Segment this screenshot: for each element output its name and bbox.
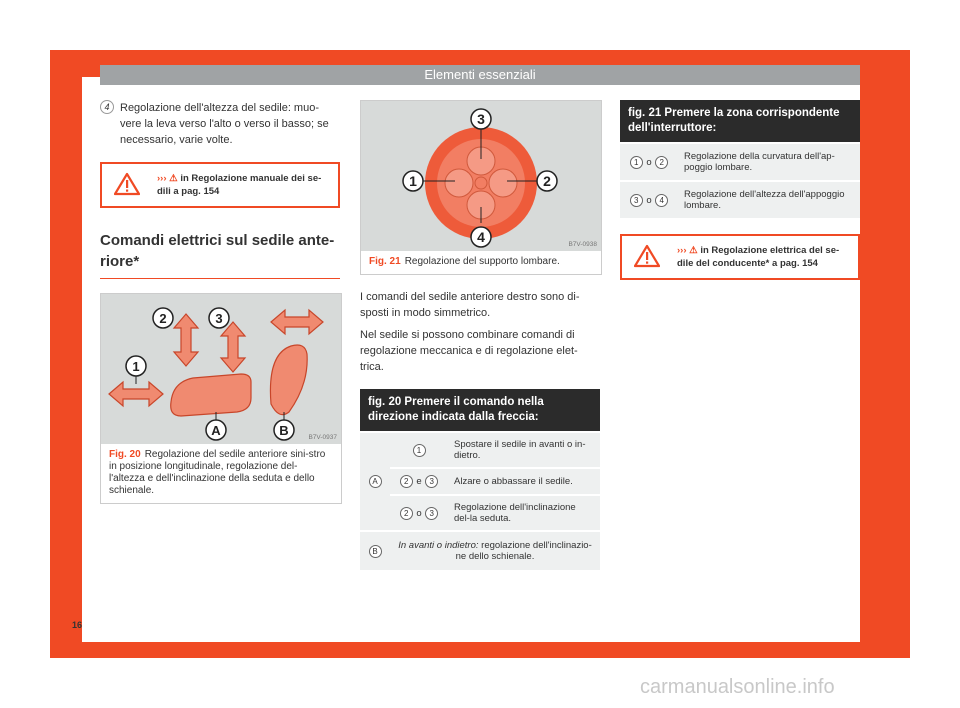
warning-icon [114,172,140,196]
figure-caption [361,251,601,274]
callout-4: 4 [477,229,485,245]
paragraph: Nel sedile si possono combinare comandi di regolazione meccanica e di regolazione elet-trica. [360,329,578,373]
seat-controls-illustration [101,294,339,444]
key-3: 3 [425,475,438,488]
table-cell [390,495,448,531]
key-2: 2 [400,507,413,520]
callout-3: 3 [477,111,485,127]
figure-id: B7V-0938 [568,241,597,248]
key-2: 2 [655,156,668,169]
callout-b: B [279,423,289,438]
key-3: 3 [630,194,643,207]
table-cell [390,468,448,495]
table-row [360,495,600,531]
figure-21-image [361,101,601,251]
fig20-table [360,389,600,570]
column-right [620,100,860,280]
callout-3: 3 [215,311,223,326]
table-row [360,432,600,468]
figure-label: Fig. 21 [369,256,401,267]
page-header: Elementi essenziali [100,65,860,85]
watermark: carmanualsonline.info [640,676,835,698]
table-cell: Spostare il sedile in avanti o in-dietro. [448,432,600,468]
table-cell [620,181,678,218]
table-cell [620,143,678,181]
cell-text: regolazione dell'inclinazio-ne dello schienale. [455,540,592,562]
label-a: A [369,475,382,488]
conjunction: e [416,476,422,487]
callout-1: 1 [132,359,140,374]
table-row [360,531,600,570]
key-3: 3 [425,507,438,520]
table [620,142,860,218]
table-title: fig. 20 Premere il comando nella direzione indicata dalla freccia: [360,389,600,431]
step-number: 4 [100,100,114,114]
callout-2: 2 [159,311,167,326]
table-row [620,143,860,181]
column-left [100,100,340,504]
key-1: 1 [413,444,426,457]
figure-20 [100,293,342,504]
table-title: fig. 21 Premere la zona corrispondente dell'interruttore: [620,100,860,142]
callout-2: 2 [543,173,551,189]
conjunction: o [646,156,652,168]
table-cell: Regolazione dell'inclinazione del-la seduta. [448,495,600,531]
warning-prefix: ››› [677,245,687,256]
figure-20-image [101,294,341,444]
lumbar-switch-illustration [361,101,599,251]
italic-text: In avanti o indietro: [398,540,479,551]
warning-prefix: ››› [157,173,167,184]
table-cell: Regolazione della curvatura dell'ap-poggio lombare. [678,143,860,181]
table-cell: Alzare o abbassare il sedile. [448,468,600,495]
key-4: 4 [655,194,668,207]
callout-a: A [211,423,221,438]
paragraph: I comandi del sedile anteriore destro sono di-sposti in modo simmetrico. [360,291,580,319]
table-cell [360,531,390,570]
figure-id: B7V-0937 [308,434,337,441]
table-row [360,468,600,495]
table-cell: Regolazione dell'altezza dell'appoggio lombare. [678,181,860,218]
section-title: Comandi elettrici sul sedile ante-riore* [100,230,340,279]
key-2: 2 [400,475,413,488]
warning-box: ››› ⚠ in Regolazione manuale dei se-dili a pag. 154 [100,162,340,208]
warning-link[interactable]: in Regolazione manuale dei se-dili a pag. 154 [157,173,322,197]
step-text: Regolazione dell'altezza del sedile: muo-vere la leva verso l'alto o verso il basso; se necessario, varie volte. [120,102,329,146]
figure-caption-text: Regolazione del sedile anteriore sini-stro in posizione longitudinale, regolazione del-l'altezza e dell'inclinazione della seduta e dello schienale. [109,449,326,496]
callout-1: 1 [409,173,417,189]
table-row [620,181,860,218]
warning-icon [634,244,660,268]
warning-link[interactable]: in Regolazione elettrica del se-dile del conducente* a pag. 154 [677,245,840,269]
fig21-table [620,100,860,218]
figure-caption-text: Regolazione del supporto lombare. [404,256,560,267]
figure-caption [101,444,341,503]
figure-label: Fig. 20 [109,449,141,460]
warning-box: ››› ⚠ in Regolazione elettrica del se-dile del conducente* a pag. 154 [620,234,860,280]
figure-21 [360,100,602,275]
conjunction: o [646,194,652,206]
table-cell [390,432,448,468]
table-cell [390,531,600,570]
table [360,431,600,570]
label-b: B [369,545,382,558]
page-number: 16 [72,620,83,630]
column-middle [360,100,600,570]
conjunction: o [416,507,422,519]
key-1: 1 [630,156,643,169]
table-cell [360,432,390,531]
